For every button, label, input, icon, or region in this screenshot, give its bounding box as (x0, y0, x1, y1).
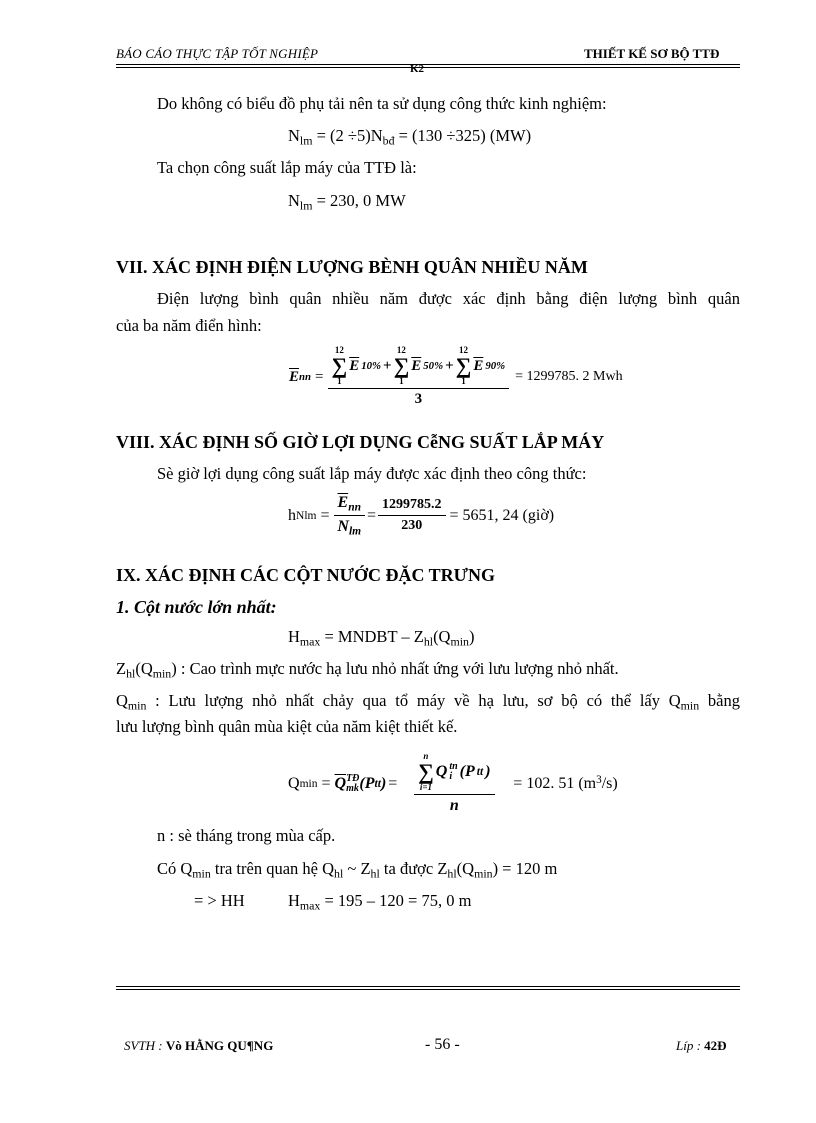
section-7-heading: VII. XÁC ĐỊNH ĐIỆN LƯỢNG BÈNH QUÂN NHIỀU NĂM (116, 257, 588, 277)
definition-zhl: $Z_{hl}(Q_{min})$ : Cao trình mực nước hạ lưu nhỏ nhất ứng với lưu lượng nhỏ nhất. (116, 659, 619, 681)
header-right-title: THIẾT KẾ SƠ BỘ TTĐ (584, 46, 720, 61)
formula-nlm-value: $N_{lm} = 230$, 0 MW (288, 191, 406, 213)
header-rule-top (116, 64, 740, 65)
section-7-para-2: của ba năm điển hình: (116, 316, 262, 335)
definition-qmin: $Q_{min}$ : Lưu lượng nhỏ nhất chảy qua tổ máy về hạ lưu, sơ bộ có thể lấy $Q_{min}$ bằng (116, 691, 740, 713)
header-left-title: BÁO CÁO THỰC TẬP TỐT NGHIỆP (116, 46, 319, 61)
page-number: - 56 - (425, 1036, 460, 1053)
header-tag: K2 (410, 63, 425, 75)
formula-hours: h Nlm = $\frac{\overline{E}_{nn}}{N_{lm}}$ = $\frac{1299785.2}{230}$ = 5651, 24 (giờ) (288, 494, 555, 538)
lookup-line: Có $Q_{min}$ tra trên quan hệ $Q_{hl}$ ~ $Z_{hl}$ ta được $Z_{hl}(Q_{min}) = 120$ m (157, 859, 558, 881)
months-line: n : sè tháng trong mùa cấp. (157, 826, 336, 845)
section-9-subheading: 1. Cột nước lớn nhất: (116, 597, 277, 617)
formula-energy-average: $\overline{E}$ nn = 12 ∑ 1 $\overline{E}$ 10% + 12 ∑ 1 $\overline{E}$ 50% + 12 ∑ 1 $\overline{E}$ 90% 3 = 1299785. 2 Mwh (289, 345, 623, 407)
header-rule-bottom (116, 67, 740, 68)
formula-hmax: $H_{max}$ = MNDBT – $Z_{hl}(Q_{min})$ (288, 627, 475, 649)
section-8-heading: VIII. XÁC ĐỊNH SỐ GIỜ LỢI DỤNG CễNG SUẤT LẮP MÁY (116, 432, 605, 452)
footer-class: Líp : 42Ð (676, 1038, 727, 1053)
footer-student: SVTH : Vò HẰNG QU¶NG (124, 1038, 274, 1053)
section-8-para: Sè giờ lợi dụng công suất lắp máy được xác định theo công thức: (157, 464, 587, 483)
section-7-para-1: Điện lượng bình quân nhiều năm được xác định bằng điện lượng bình quân (157, 289, 740, 308)
hh-label: = > HH (194, 891, 245, 910)
section-9-heading: IX. XÁC ĐỊNH CÁC CỘT NƯỚC ĐẶC TRƯNG (116, 565, 496, 585)
intro-line-2: Ta chọn công suất lắp máy của TTĐ là: (157, 158, 417, 177)
formula-qmin: Q min = $\overline{Q}$ TĐ mk (P tt ) = n ∑ i=1 Q tn i (P tt ) n = 102. 51 $(m^3/s)$ (288, 751, 618, 814)
hmax-result: $H_{max} = 195 - 120 = 75$, 0 m (288, 891, 472, 913)
footer-rule-top (116, 986, 740, 987)
intro-line-1: Do không có biểu đồ phụ tải nên ta sử dụng công thức kinh nghiệm: (157, 94, 607, 113)
definition-qmin-cont: lưu lượng bình quân mùa kiệt của năm kiệt thiết kế. (116, 717, 458, 736)
footer-rule-bottom (116, 989, 740, 990)
formula-nlm-range: $N_{lm} = (2 \div 5)N_{bđ} = (130 \div 325)$ (MW) (288, 126, 532, 148)
